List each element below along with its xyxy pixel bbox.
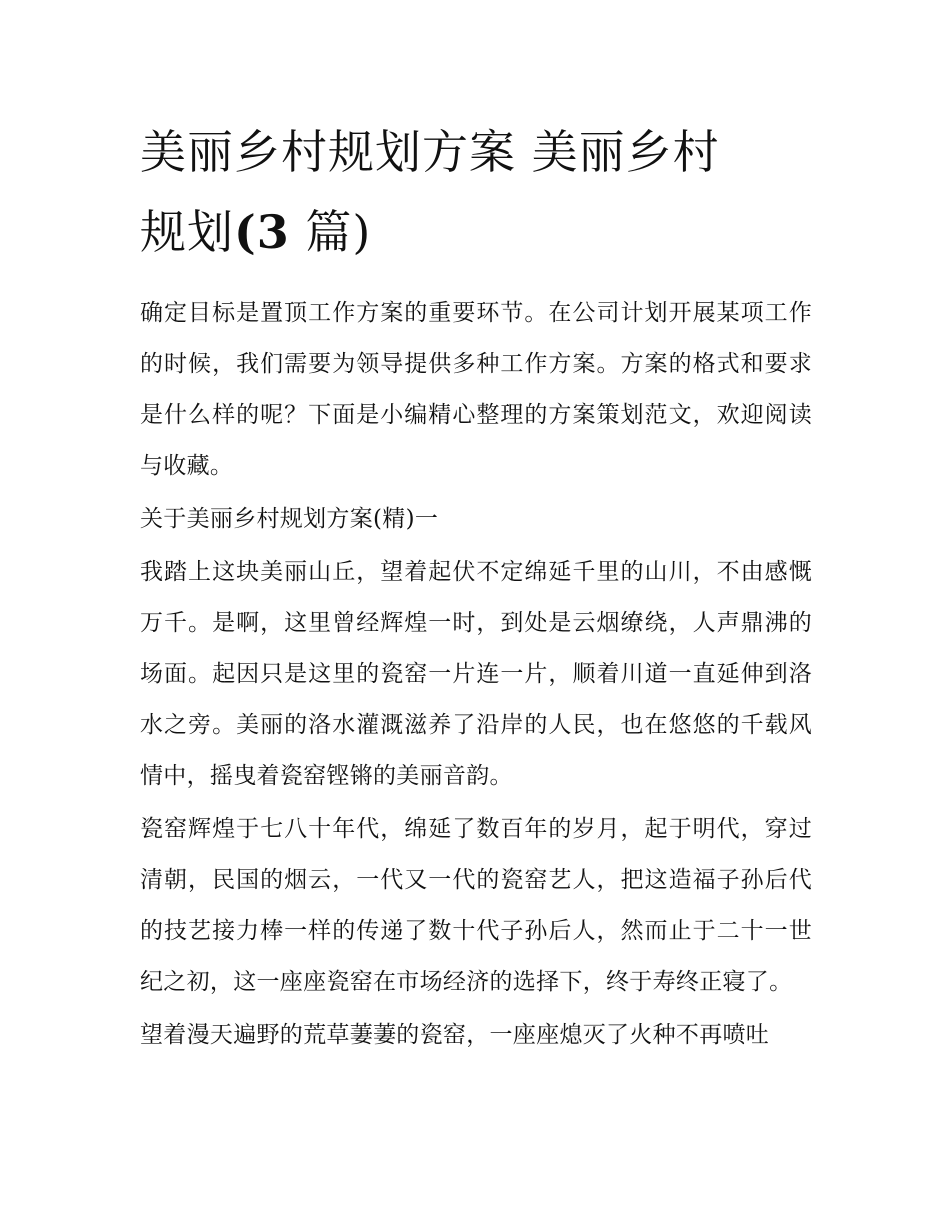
title-line-2-number: (3 <box>234 205 290 259</box>
body-paragraph: 瓷窑辉煌于七八十年代，绵延了数百年的岁月，起于明代，穿过清朝，民国的烟云，一代又一代的瓷窑艺人，把这造福子孙后代的技艺接力棒一样的传递了数十代子孙后人，然而止于二十一世纪之初，这一座座瓷窑在市场经济的选择下，终于寿终正寝了。 <box>140 816 812 995</box>
document-body <box>140 288 812 1061</box>
section-heading: 关于美丽乡村规划方案(精)一 <box>140 506 439 532</box>
title-line-2-prefix: 规划 <box>140 205 234 259</box>
intro-paragraph: 确定目标是置顶工作方案的重要环节。在公司计划开展某项工作的时候，我们需要为领导提供多种工作方案。方案的格式和要求是什么样的呢？下面是小编精心整理的方案策划范文，欢迎阅读与收藏。 <box>140 300 812 479</box>
title-line-2-suffix: 篇) <box>289 205 372 259</box>
document-title <box>140 112 800 272</box>
title-line-1: 美丽乡村规划方案 美丽乡村 <box>140 125 720 179</box>
body-paragraph: 我踏上这块美丽山丘，望着起伏不定绵延千里的山川，不由感慨万千。是啊，这里曾经辉煌一时，到处是云烟缭绕，人声鼎沸的场面。起因只是这里的瓷窑一片连一片，顺着川道一直延伸到洛水之旁。美丽的洛水灌溉滋养了沿岸的人民，也在悠悠的千载风情中，摇曳着瓷窑铿锵的美丽音韵。 <box>140 559 812 789</box>
body-paragraph: 望着漫天遍野的荒草萋萋的瓷窑，一座座熄灭了火种不再喷吐 <box>140 1022 770 1048</box>
